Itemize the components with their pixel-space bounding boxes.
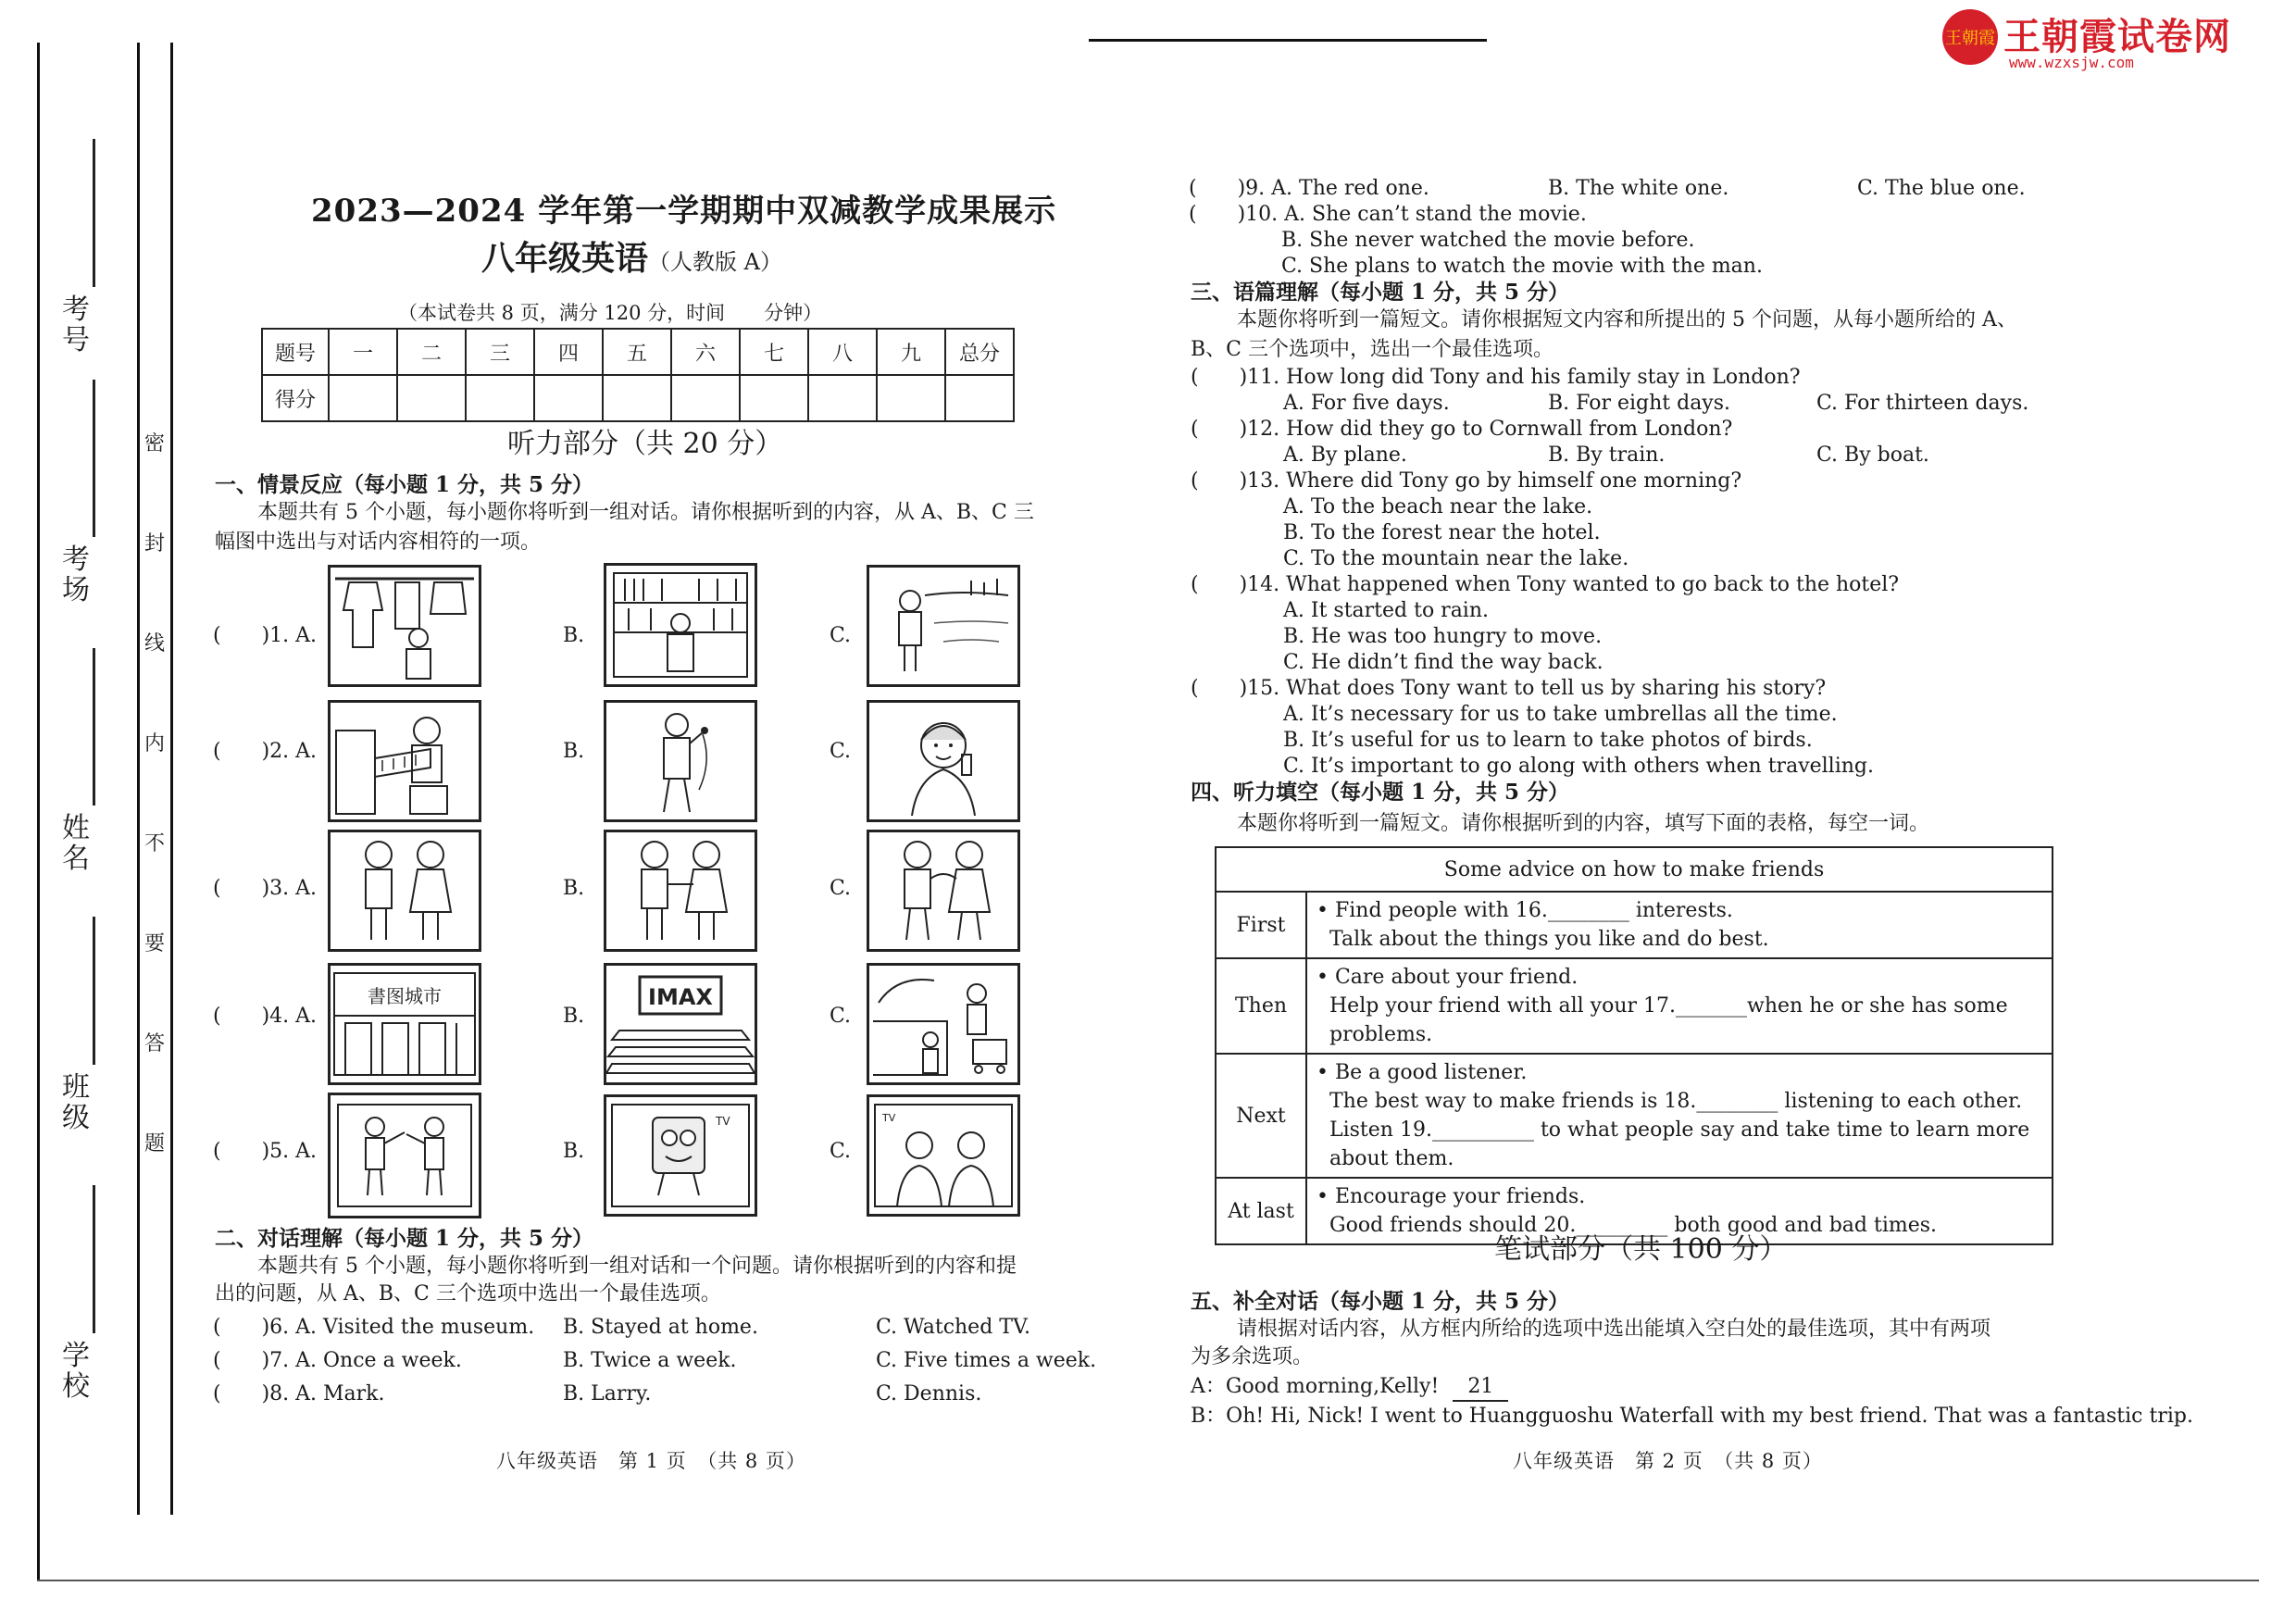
label-name: 姓名: [62, 812, 90, 875]
row-content: [1306, 892, 2053, 958]
listening-heading: 听力部分（共 20 分）: [507, 428, 783, 460]
section3-title: 三、语篇理解（每小题 1 分，共 5 分）: [1191, 280, 1570, 305]
advice-line: • Encourage your friends.: [1316, 1185, 1586, 1208]
logo-seal-icon: 王朝霞: [1942, 9, 1998, 65]
q8-option-c: C. Dennis.: [876, 1382, 982, 1405]
q12-option-c: C. By boat.: [1816, 443, 1929, 467]
q1-option-b-picture[interactable]: [604, 563, 757, 687]
q11-option-c: C. For thirteen days.: [1816, 392, 2029, 415]
bookstore-sign: 書图城市: [368, 985, 442, 1007]
q7-option-c: C. Five times a week.: [876, 1349, 1097, 1372]
score-input-cell[interactable]: [671, 375, 740, 421]
q9-option-b: B. The white one.: [1548, 177, 1729, 200]
section5-intro: 请根据对话内容，从方框内所给的选项中选出能填入空白处的最佳选项，其中有两项: [1237, 1318, 1991, 1341]
seal-char: 要: [144, 932, 165, 956]
q5-option-c-picture[interactable]: [867, 1094, 1020, 1217]
seal-char: 题: [144, 1132, 165, 1156]
scan-edge-bottom: [37, 1580, 2259, 1581]
q9-label: ( )9. A. The red one.: [1189, 177, 1429, 200]
q11-question: ( )11. How long did Tony and his family stay in London?: [1191, 366, 1801, 389]
score-input-cell[interactable]: [945, 375, 1014, 421]
q1-label: ( )1. A.: [213, 624, 318, 647]
q2-label: ( )2. A.: [213, 740, 318, 763]
q15-option-c: C. It’s important to go along with others when travelling.: [1283, 755, 1874, 778]
advice-table-title: Some advice on how to make friends: [1216, 847, 2053, 892]
seal-char: 答: [144, 1032, 165, 1056]
imax-sign: IMAX: [648, 984, 713, 1010]
logo-url: www.wzxsjw.com: [2009, 54, 2134, 71]
exam-subject: [481, 237, 782, 283]
q10-option-b: B. She never watched the movie before.: [1281, 229, 1695, 252]
q13-option-b: B. To the forest near the hotel.: [1283, 521, 1601, 544]
section1-intro: 幅图中选出与对话内容相符的一项。: [215, 531, 542, 554]
q5-option-c-label: C.: [830, 1140, 852, 1163]
section5-intro: 为多余选项。: [1191, 1345, 1314, 1368]
score-cell: 五: [603, 329, 671, 375]
advice-line: Listen 19.__________ to what people say and take time to learn more about them.: [1329, 1118, 2030, 1170]
advice-line: • Care about your friend.: [1316, 966, 1578, 989]
q9-option-c: C. The blue one.: [1857, 177, 2026, 200]
q13-option-a: A. To the beach near the lake.: [1283, 495, 1593, 518]
score-cell: 七: [740, 329, 808, 375]
q12-option-b: B. By train.: [1548, 443, 1666, 467]
site-logo[interactable]: [1942, 6, 2248, 70]
q5-option-b-label: B.: [563, 1140, 585, 1163]
q3-option-c-picture[interactable]: [867, 830, 1020, 952]
advice-row-next: [1216, 1054, 2053, 1178]
q1-option-c-picture[interactable]: [867, 565, 1020, 687]
seal-char: 线: [144, 632, 165, 656]
q7-label: ( )7. A. Once a week.: [213, 1349, 462, 1372]
score-table-score-row: [262, 375, 1014, 421]
score-cell: 八: [808, 329, 877, 375]
advice-table-header: [1216, 847, 2053, 892]
edition: （人教版 A）: [648, 249, 782, 275]
binding-border-middle: [137, 43, 140, 1515]
q6-label: ( )6. A. Visited the museum.: [213, 1316, 535, 1339]
label-school: 学校: [62, 1340, 90, 1403]
q8-label: ( )8. A. Mark.: [213, 1382, 385, 1405]
q14-option-c: C. He didn’t find the way back.: [1283, 651, 1603, 674]
q14-option-a: A. It started to rain.: [1283, 599, 1490, 622]
section2-intro: 本题共有 5 个小题，每小题你将听到一组对话和一个问题。请你根据听到的内容和提: [257, 1255, 1017, 1278]
score-input-cell[interactable]: [397, 375, 466, 421]
seal-char: 不: [144, 832, 165, 856]
section5-title: 五、补全对话（每小题 1 分，共 5 分）: [1191, 1289, 1570, 1314]
score-input-cell[interactable]: [534, 375, 603, 421]
binding-border-inner: [170, 43, 173, 1515]
row-label: Then: [1216, 958, 1306, 1054]
section4-intro: 本题你将听到一篇短文。请你根据听到的内容，填写下面的表格，每空一词。: [1237, 812, 1930, 835]
q1-option-b-label: B.: [563, 624, 585, 647]
score-input-cell[interactable]: [466, 375, 534, 421]
q2-option-c-picture[interactable]: [867, 700, 1020, 822]
advice-row-then: [1216, 958, 2053, 1054]
advice-line: Good friends should 20._________ both good and bad times.: [1329, 1214, 1938, 1237]
q11-option-a: A. For five days.: [1283, 392, 1450, 415]
q1-option-c-label: C.: [830, 624, 852, 647]
seal-char: 内: [144, 732, 165, 756]
section3-intro: B、C 三个选项中，选出一个最佳选项。: [1191, 338, 1554, 361]
q8-option-b: B. Larry.: [563, 1382, 652, 1405]
q4-label: ( )4. A.: [213, 1005, 318, 1028]
q13-question: ( )13. Where did Tony go by himself one morning?: [1191, 469, 1742, 493]
label-exam-number: 考号: [62, 294, 90, 356]
q3-option-c-label: C.: [830, 877, 852, 900]
score-input-cell[interactable]: [740, 375, 808, 421]
subject-name: 八年级英语: [481, 239, 649, 278]
q2-option-b-picture[interactable]: [604, 700, 757, 822]
exam-number-line: [93, 139, 95, 287]
label-exam-room: 考场: [62, 543, 90, 606]
q2-option-b-label: B.: [563, 740, 585, 763]
q3-label: ( )3. A.: [213, 877, 318, 900]
q13-option-c: C. To the mountain near the lake.: [1283, 547, 1629, 570]
q2-option-c-label: C.: [830, 740, 852, 763]
school-line: [93, 1185, 95, 1333]
score-cell: 三: [466, 329, 534, 375]
written-heading: 笔试部分（共 100 分）: [1494, 1233, 1788, 1266]
section3-intro: 本题你将听到一篇短文。请你根据短文内容和所提出的 5 个问题，从每小题所给的 A、: [1237, 308, 2017, 331]
class-line: [93, 917, 95, 1065]
q4-option-c-picture[interactable]: [867, 963, 1020, 1085]
q4-option-a-picture[interactable]: [328, 963, 481, 1085]
label-class: 班级: [62, 1071, 90, 1134]
advice-line: Help your friend with all your 17._______when he or she has some problems.: [1329, 994, 2008, 1046]
q1-option-a-picture[interactable]: [328, 565, 481, 687]
score-cell: 二: [397, 329, 466, 375]
advice-row-first: [1216, 892, 2053, 958]
tv-logo: TV: [716, 1115, 730, 1128]
q10-option-c: C. She plans to watch the movie with the man.: [1281, 255, 1763, 278]
q4-option-c-label: C.: [830, 1005, 852, 1028]
scan-edge-top: [1089, 39, 1487, 42]
row-content: [1306, 1054, 2053, 1178]
advice-line: • Be a good listener.: [1316, 1061, 1528, 1084]
row-content: [1306, 958, 2053, 1054]
section4-title: 四、听力填空（每小题 1 分，共 5 分）: [1191, 780, 1570, 805]
q3-option-b-label: B.: [563, 877, 585, 900]
q6-option-b: B. Stayed at home.: [563, 1316, 758, 1339]
q14-option-b: B. He was too hungry to move.: [1283, 625, 1603, 648]
score-input-cell[interactable]: [603, 375, 671, 421]
exam-title: 2023—2024 学年第一学期期中双减教学成果展示: [311, 193, 1057, 230]
exam-info: （本试卷共 8 页，满分 120 分，时间 分钟）: [398, 302, 823, 324]
row-label: Next: [1216, 1054, 1306, 1178]
score-cell: 总分: [945, 329, 1014, 375]
binding-border-outer: [37, 43, 40, 1580]
q3-option-b-picture[interactable]: [604, 830, 757, 952]
q15-question: ( )15. What does Tony want to tell us by sharing his story?: [1191, 677, 1827, 700]
score-cell: 九: [877, 329, 945, 375]
page1-footer: 八年级英语 第 1 页 （共 8 页）: [496, 1450, 806, 1472]
name-line: [93, 648, 95, 806]
q14-question: ( )14. What happened when Tony wanted to go back to the hotel?: [1191, 573, 1900, 596]
advice-line: • Find people with 16.________ interests.: [1316, 899, 1733, 922]
tv-logo: TV: [882, 1112, 896, 1124]
q7-option-b: B. Twice a week.: [563, 1349, 737, 1372]
q5-option-b-picture[interactable]: [604, 1094, 757, 1217]
score-cell: 六: [671, 329, 740, 375]
seal-char: 密: [144, 432, 165, 456]
q3-option-a-picture[interactable]: [328, 830, 481, 952]
score-input-cell[interactable]: [329, 375, 397, 421]
advice-line: The best way to make friends is 18.________ listening to each other.: [1329, 1090, 2023, 1113]
q4-option-b-label: B.: [563, 1005, 585, 1028]
dialogue-line-a: [1191, 1374, 1508, 1402]
q12-option-a: A. By plane.: [1283, 443, 1407, 467]
q6-option-c: C. Watched TV.: [876, 1316, 1030, 1339]
q12-question: ( )12. How did they go to Cornwall from London?: [1191, 418, 1733, 441]
logo-name: 王朝霞试卷网: [2003, 16, 2231, 58]
q2-option-a-picture[interactable]: [328, 700, 481, 822]
section2-title: 二、对话理解（每小题 1 分，共 5 分）: [215, 1226, 594, 1251]
section1-title: 一、情景反应（每小题 1 分，共 5 分）: [215, 472, 594, 497]
score-cell: 一: [329, 329, 397, 375]
row-label: At last: [1216, 1178, 1306, 1244]
q5-label: ( )5. A.: [213, 1140, 318, 1163]
q15-option-b: B. It’s useful for us to learn to take photos of birds.: [1283, 729, 1813, 752]
q4-option-b-picture[interactable]: [604, 963, 757, 1085]
score-input-cell[interactable]: [808, 375, 877, 421]
score-table: [261, 328, 1015, 422]
advice-line: Talk about the things you like and do best.: [1329, 928, 1769, 951]
row-label: First: [1216, 892, 1306, 958]
blank-21[interactable]: 21: [1453, 1374, 1508, 1402]
q15-option-a: A. It’s necessary for us to take umbrellas all the time.: [1283, 703, 1838, 726]
dialogue-a-text: A：Good morning,Kelly!: [1191, 1375, 1446, 1398]
score-input-cell[interactable]: [877, 375, 945, 421]
section1-intro: 本题共有 5 个小题，每小题你将听到一组对话。请你根据听到的内容，从 A、B、C 三: [257, 501, 1034, 524]
score-cell: 题号: [262, 329, 329, 375]
exam-room-line: [93, 380, 95, 537]
q11-option-b: B. For eight days.: [1548, 392, 1731, 415]
score-cell: 四: [534, 329, 603, 375]
q10-label: ( )10. A. She can’t stand the movie.: [1189, 203, 1587, 226]
q5-option-a-picture[interactable]: [328, 1093, 481, 1218]
advice-table: [1215, 846, 2053, 1245]
dialogue-line-b: B：Oh! Hi, Nick! I went to Huangguoshu Waterfall with my best friend. That was a fantastic trip.: [1191, 1405, 2193, 1428]
page2-footer: 八年级英语 第 2 页 （共 8 页）: [1513, 1450, 1823, 1472]
score-table-header-row: [262, 329, 1014, 375]
section2-intro: 出的问题，从 A、B、C 三个选项中选出一个最佳选项。: [215, 1282, 721, 1305]
score-row-label: 得分: [262, 375, 329, 421]
seal-char: 封: [144, 532, 165, 556]
